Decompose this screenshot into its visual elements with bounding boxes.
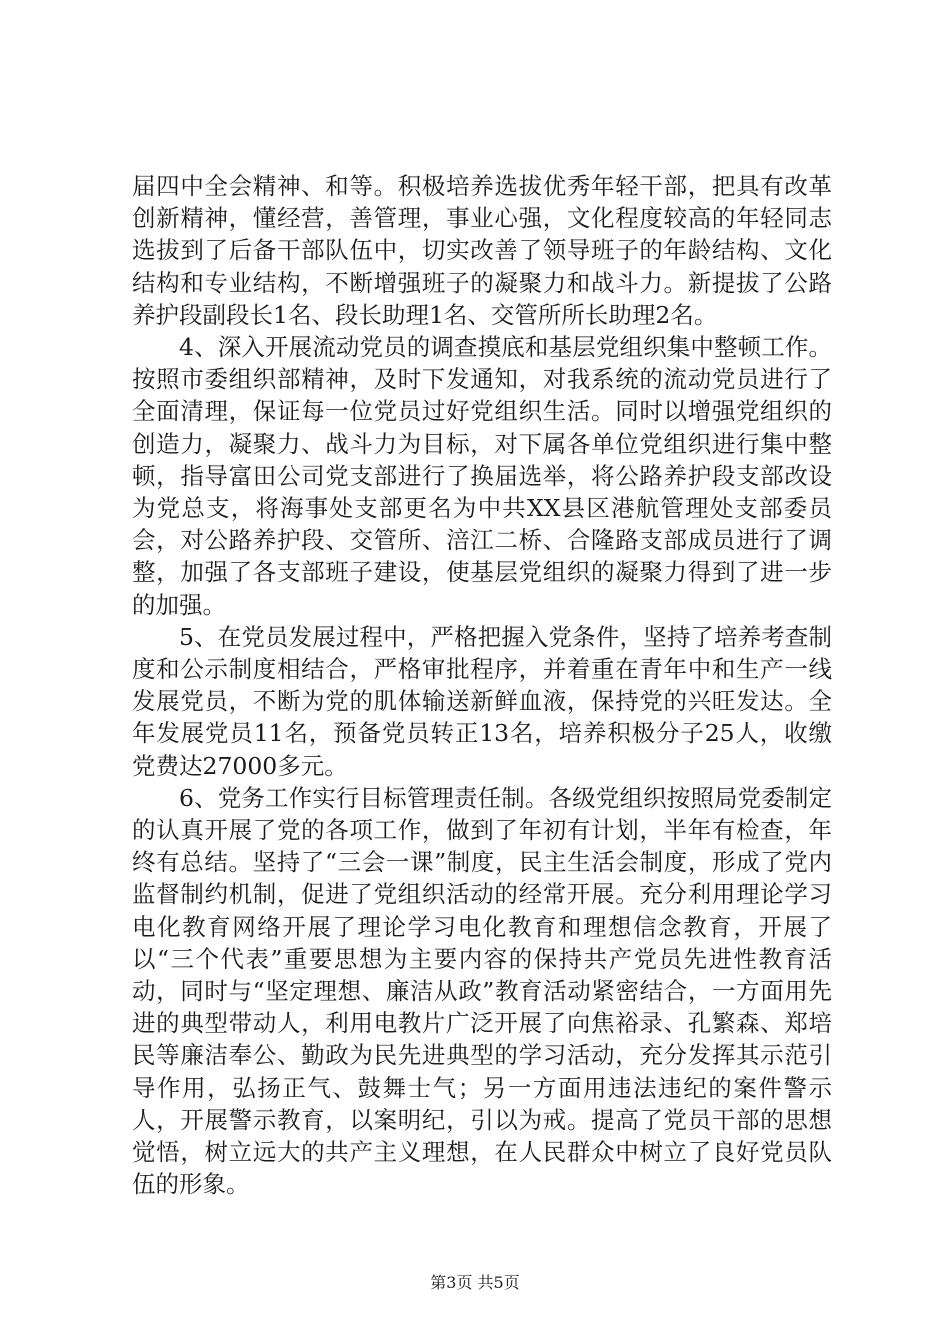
paragraph-item-6: 6、党务工作实行目标管理责任制。各级党组织按照局党委制定的认真开展了党的各项工作，做到了年初有计划，半年有检查，年终有总结。坚持了“三会一课”制度，民主生活会制度，形成了党内监督制约机制，促进了党组织活动的经常开展。充分利用理论学习电化教育网络开展了理论学习电化教育和理想信念教育，开展了以“三个代表”重要思想为主要内容的保持共产党员先进性教育活动，同时与“坚定理想、廉洁从政”教育活动紧密结合，一方面用先进的典型带动人，利用电教片广泛开展了向焦裕录、孔繁森、郑培民等廉洁奉公、勤政为民先进典型的学习活动，充分发挥其示范引导作用，弘扬正气、鼓舞士气；另一方面用违法违纪的案件警示人，开展警示教育，以案明纪，引以为戒。提高了党员干部的思想觉悟，树立远大的共产主义理想，在人民群众中树立了良好党员队伍的形象。 [132, 783, 832, 1199]
paragraph-continuation: 届四中全会精神、和等。积极培养选拔优秀年轻干部，把具有改革创新精神，懂经营，善管理，事业心强，文化程度较高的年轻同志选拔到了后备干部队伍中，切实改善了领导班子的年龄结构、文化结构和专业结构，不断增强班子的凝聚力和战斗力。新提拔了公路养护段副段长1名、段长助理1名、交管所所长助理2名。 [132, 172, 832, 329]
paragraph-item-5: 5、在党员发展过程中，严格把握入党条件，坚持了培养考查制度和公示制度相结合，严格审批程序，并着重在青年中和生产一线发展党员，不断为党的肌体输送新鲜血液，保持党的兴旺发达。全年发展党员11名，预备党员转正13名，培养积极分子25人，收缴党费达27000多元。 [132, 622, 832, 780]
paragraph-item-4: 4、深入开展流动党员的调查摸底和基层党组织集中整顿工作。按照市委组织部精神，及时下发通知，对我系统的流动党员进行了全面清理，保证每一位党员过好党组织生活。同时以增强党组织的创造力，凝聚力、战斗力为目标，对下属各单位党组织进行集中整顿，指导富田公司党支部进行了换届选举，将公路养护段支部改设为党总支，将海事处支部更名为中共XX县区港航管理处支部委员会，对公路养护段、交管所、涪江二桥、合隆路支部成员进行了调整，加强了各支部班子建设，使基层党组织的凝聚力得到了进一步的加强。 [132, 333, 832, 619]
document-body [132, 170, 832, 1201]
page-number-footer: 第3页 共5页 [430, 1273, 520, 1292]
